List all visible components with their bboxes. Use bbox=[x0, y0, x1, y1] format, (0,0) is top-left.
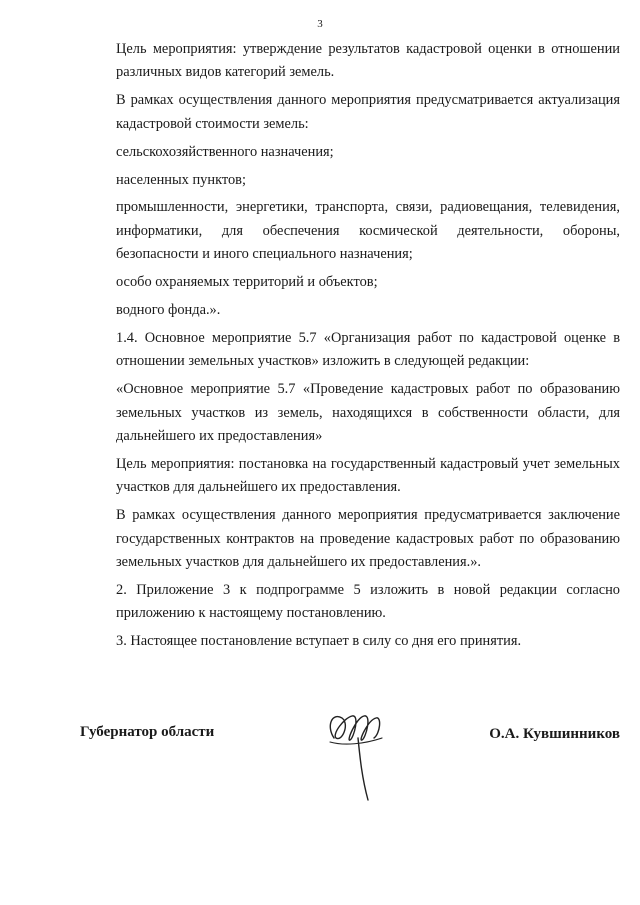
list-item-settlements: населенных пунктов; bbox=[116, 171, 246, 188]
list-item-protected: особо охраняемых территорий и объектов; bbox=[116, 274, 378, 291]
document-body bbox=[116, 38, 620, 658]
paragraph-item-3: 3. Настоящее постановление вступает в силу со дня его принятия. bbox=[116, 633, 522, 650]
signer-name: О.А. Кувшинников bbox=[489, 726, 620, 742]
page-number: 3 bbox=[317, 18, 323, 30]
signature-block bbox=[80, 724, 620, 824]
paragraph-goal-2: Цель мероприятия: постановка на государственный кадастровый учет земельных участков для дальнейшего их предоставления. bbox=[116, 456, 620, 496]
list-item-water: водного фонда.». bbox=[116, 302, 221, 319]
paragraph-actualization: В рамках осуществления данного мероприятия предусматривается актуализация кадастровой стоимости земель: bbox=[116, 92, 620, 132]
handwritten-signature bbox=[324, 708, 404, 808]
signer-title: Губернатор области bbox=[80, 724, 215, 740]
paragraph-contracts: В рамках осуществления данного мероприятия предусматривается заключение государственных контрактов на проведение кадастровых работ по образованию земельных участков для дальнейшего их предоставления.». bbox=[116, 507, 620, 571]
paragraph-main-event-5-7: «Основное мероприятие 5.7 «Проведение кадастровых работ по образованию земельных участков из земель, находящихся в собственности области, для дальнейшего их предоставления» bbox=[116, 381, 620, 445]
paragraph-item-1-4: 1.4. Основное мероприятие 5.7 «Организация работ по кадастровой оценке в отношении земельных участков» изложить в следующей редакции: bbox=[116, 329, 620, 370]
paragraph-item-2: 2. Приложение 3 к подпрограмме 5 изложить в новой редакции согласно приложению к настоящему постановлению. bbox=[116, 582, 620, 622]
paragraph-goal-1: Цель мероприятия: утверждение результатов кадастровой оценки в отношении различных видов категорий земель. bbox=[116, 41, 620, 81]
list-item-industry: промышленности, энергетики, транспорта, связи, радиовещания, телевидения, информатики, для обеспечения космической деятельности, обороны, безопасности и иного специального назначения; bbox=[116, 199, 620, 263]
list-item-agricultural: сельскохозяйственного назначения; bbox=[116, 143, 334, 160]
